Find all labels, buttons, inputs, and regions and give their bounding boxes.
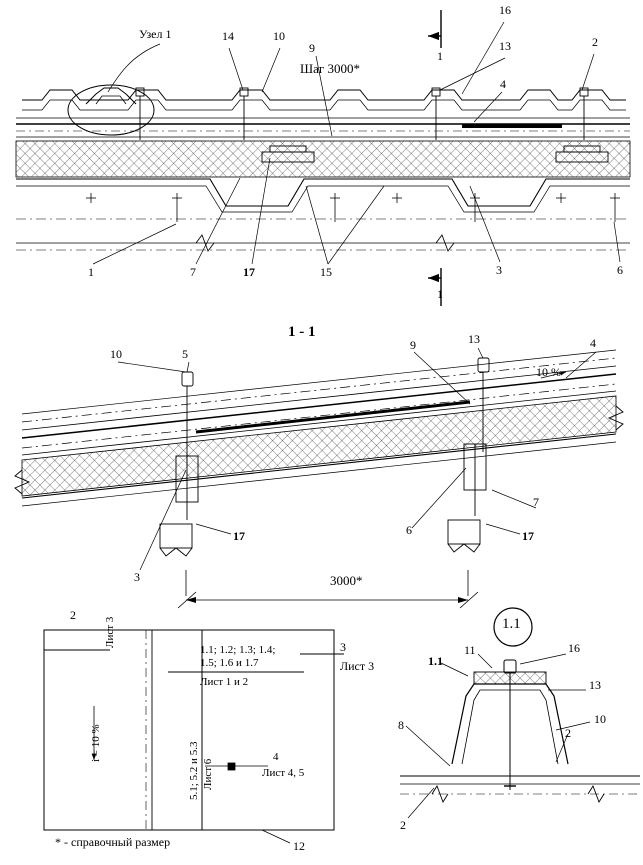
callout-9-section: 9 (410, 338, 416, 352)
table-rows-top-sheet: Лист 1 и 2 (200, 676, 249, 688)
callout-2-detail-left: 8 (398, 718, 404, 732)
footnote: * - справочный размер (55, 835, 171, 849)
callout-3-section: 3 (134, 570, 140, 584)
span-dimension: 3000* (330, 573, 363, 588)
callout-4-top: 4 (500, 77, 506, 91)
callout-13-top: 13 (499, 39, 511, 53)
detail-circle-label: 1.1 (502, 616, 521, 632)
table-rows-bottom-sheet: Лист 4, 5 (262, 767, 305, 779)
table-sheet-3-left: Лист 3 (104, 616, 116, 648)
callout-7-bottom: 7 (190, 265, 196, 279)
table-callout-12: 12 (293, 839, 305, 853)
callout-8-detail: 10 (594, 712, 606, 726)
section-mark-bottom: 1 (437, 287, 443, 301)
callout-10-top: 10 (273, 29, 285, 43)
section-title: 1 - 1 (288, 324, 316, 340)
table-rows-side-sheet: Лист 6 (202, 758, 214, 790)
callout-10-detail: 13 (589, 678, 601, 692)
callout-13-section: 13 (468, 332, 480, 346)
callout-11-detail: 1.1 (428, 654, 443, 668)
slope-label: 10 % (536, 365, 561, 379)
callout-2-detail-right: 2 (565, 726, 571, 740)
callout-17-bottom: 17 (243, 265, 255, 279)
table-callout-3: 3 (340, 640, 346, 654)
table-rows-bottom-num: 4 (273, 751, 279, 763)
callout-4-section: 4 (590, 336, 596, 350)
callout-6-section: 6 (406, 523, 412, 537)
callout-5-section: 5 (182, 347, 188, 361)
table-sheet-3-right: Лист 3 (340, 659, 375, 673)
callout-10-section: 10 (110, 347, 122, 361)
callout-13-detail: 16 (568, 641, 580, 655)
callout-uzel-1: Узел 1 (139, 27, 172, 41)
callout-6-bottom: 6 (617, 263, 623, 277)
section-mark-top: 1 (437, 49, 443, 63)
callout-14: 14 (222, 29, 234, 43)
callout-9-top: 9 (309, 41, 315, 55)
table-slope-i: i = 10 % (90, 724, 102, 762)
callout-17-section-right: 17 (522, 529, 534, 543)
table-rows-top2: 1.5; 1.6 и 1.7 (200, 657, 259, 669)
table-rows-top: 1.1; 1.2; 1.3; 1.4; (200, 644, 276, 656)
callout-15-bottom: 15 (320, 265, 332, 279)
callout-9-detail: 2 (400, 818, 406, 832)
step-label: Шаг 3000* (300, 61, 360, 76)
callout-17-section-left: 17 (233, 529, 245, 543)
callout-2-top: 2 (592, 35, 598, 49)
table-rows-side: 5.1; 5.2 и 5.3 (188, 741, 200, 800)
callout-1-bottom: 1 (88, 265, 94, 279)
callout-16-top: 16 (499, 3, 511, 17)
callout-16-detail: 11 (464, 643, 476, 657)
callout-3-bottom: 3 (496, 263, 502, 277)
table-callout-2: 2 (70, 608, 76, 622)
callout-7-section: 7 (533, 495, 539, 509)
